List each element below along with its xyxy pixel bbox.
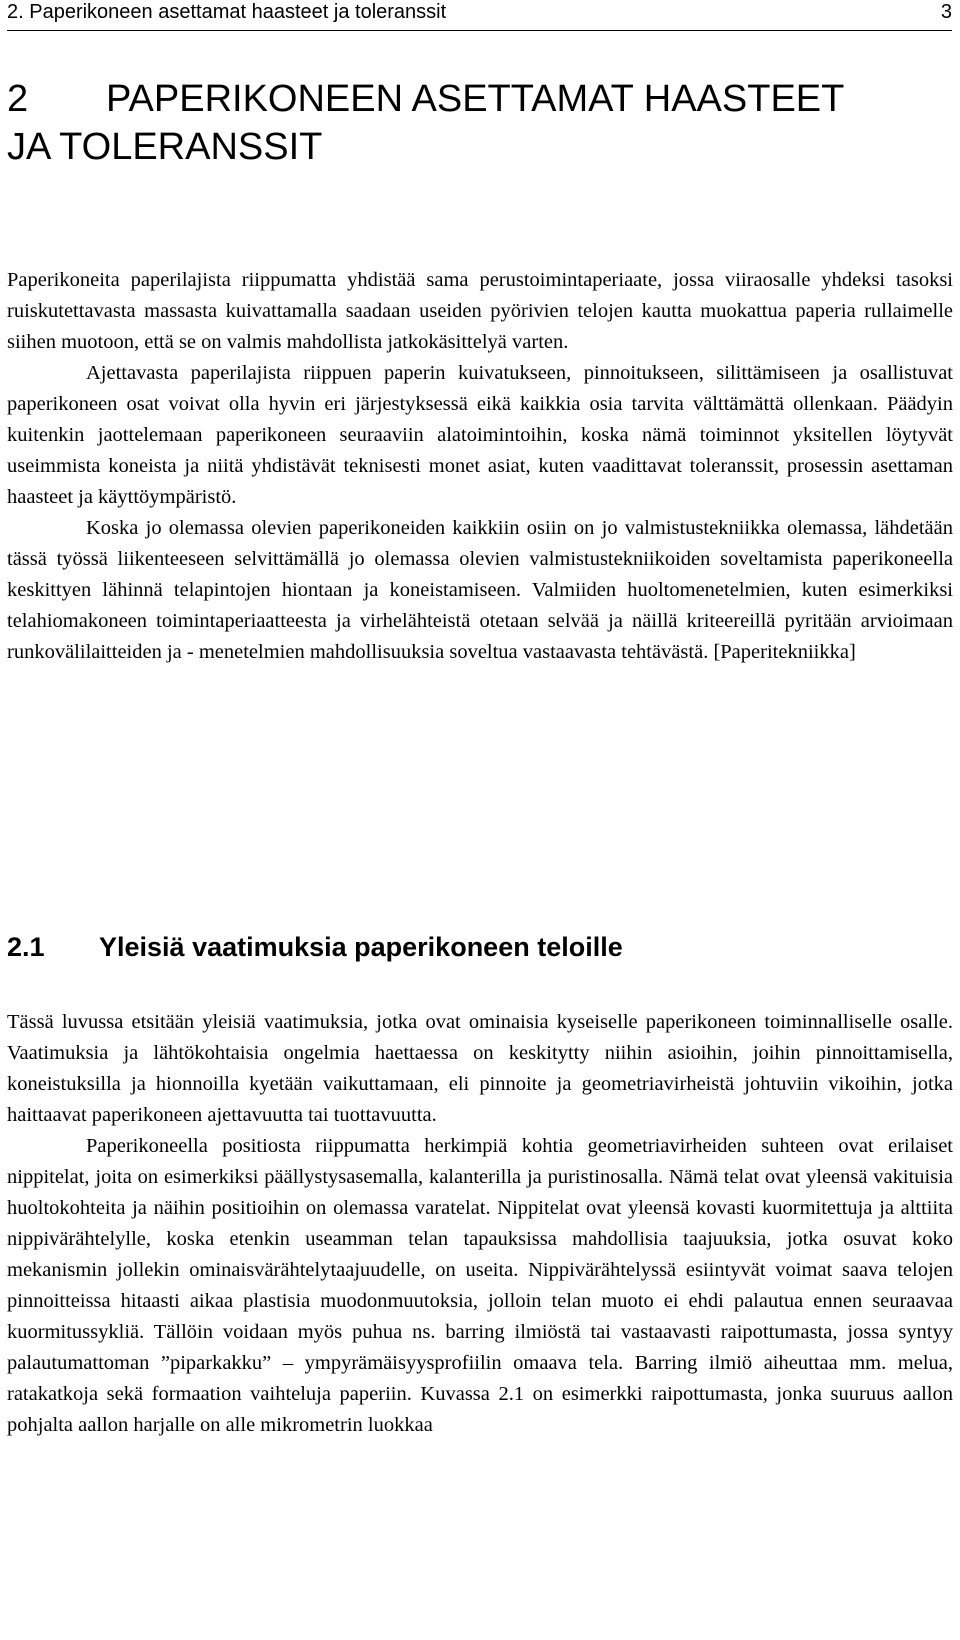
paragraph: Paperikoneella positiosta riippumatta herkimpiä kohtia geometriavirheiden suhteen ovat erilaiset nippitelat, joita on esimerkiksi päällystysasemalla, kalanterilla ja puristinosalla. Nämä telat ovat yleensä vakituisia huoltokohteita ja näihin positioihin on olemassa varatelat. Nippitelat ovat yleensä kovasti kuormitettuja ja alttiita nippivärähtelylle, koska etenkin useamman telan tapauksissa mahdollisia taajuuksia, jotka osuvat koko mekanismin jollekin ominaisvärähtelytaajuudelle, on useita. Nippivärähtelyssä esiintyvät voimat saava telojen pinnoitteissa hitaasti aikaa plastisia muodonmuutoksia, jolloin telan muoto ei ehdi palautua ennen seuraavaa kuormitussykliä. Tällöin voidaan myös puhua ns. barring ilmiöstä tai vastaavasti raipottumasta, jossa syntyy palautumattoman ”piparkakku” – ympyrämäisyysprofiilin omaava tela. Barring ilmiö aiheuttaa mm. melua, ratakatkoja sekä formaation vaihteluja paperiin. Kuvassa 2.1 on esimerkki raipottumasta, jonka suuruus aallon pohjalta aallon harjalle on alle mikrometrin luokkaa (7, 1135, 953, 1436)
paragraph: Koska jo olemassa olevien paperikoneiden kaikkiin osiin on jo valmistustekniikka olemassa, lähdetään tässä työssä liikenteeseen selvittämällä jo olemassa olevien valmistustekniikoiden soveltamista paperikoneella keskittyen lähinnä telapintojen hiontaan ja koneistamiseen. Valmiiden huoltomenetelmien, kuten esimerkiksi telahiomakoneen toimintaperiaatteesta ja virhelähteistä otetaan selvää ja näillä kriteereillä pyritään arvioimaan runkovälilaitteiden ja - menetelmien mahdollisuuksia soveltua vastaavasta tehtävästä. [Paperitekniikka] (7, 517, 953, 663)
section-title-text: Yleisiä vaatimuksia paperikoneen teloille (99, 932, 623, 962)
chapter-title (7, 75, 952, 171)
section-number: 2.1 (7, 932, 45, 962)
running-title: 2. Paperikoneen asettamat haasteet ja toleranssit (7, 1, 447, 23)
chapter-intro-body (7, 265, 953, 668)
chapter-title-line-1: PAPERIKONEEN ASETTAMAT HAASTEET (106, 78, 845, 120)
paragraph: Tässä luvussa etsitään yleisiä vaatimuksia, jotka ovat ominaisia kyseiselle paperikoneen toiminnalliselle osalle. Vaatimuksia ja lähtökohtaisia ongelmia haettaessa on keskitytty niihin asioihin, joihin pinnoittamisella, koneistuksilla ja hionnoilla kyetään vaikuttamaan, eli pinnoite ja geometriavirheistä johtuviin vikoihin, jotka haittaavat paperikoneen ajettavuutta tai tuottavuutta. (7, 1011, 953, 1126)
page-number: 3 (940, 1, 952, 23)
section-title (7, 930, 623, 964)
chapter-number: 2 (7, 78, 29, 120)
section-body (7, 1007, 953, 1441)
paragraph: Paperikoneita paperilajista riippumatta yhdistää sama perustoimintaperiaate, jossa viiraosalle yhdeksi tasoksi ruiskutettavasta massasta kuivattamalla saadaan useiden pyörivien telojen kautta muokattua paperia rullaimelle siihen muotoon, että se on valmis mahdollista jatkokäsittelyä varten. (7, 269, 953, 353)
running-header (7, 0, 952, 31)
chapter-title-line-2: JA TOLERANSSIT (7, 126, 323, 168)
paragraph: Ajettavasta paperilajista riippuen paperin kuivatukseen, pinnoitukseen, silittämiseen ja osallistuvat paperikoneen osat voivat olla hyvin eri järjestyksessä eikä kaikkia osia tarvita välttämättä ollenkaan. Päädyin kuitenkin jaottelemaan paperikoneen seuraaviin alatoimintoihin, koska nämä toiminnot yksitellen löytyvät useimmista koneista ja niitä yhdistävät teknisesti monet asiat, kuten vaadittavat toleranssit, prosessin asettaman haasteet ja käyttöympäristö. (7, 362, 953, 508)
